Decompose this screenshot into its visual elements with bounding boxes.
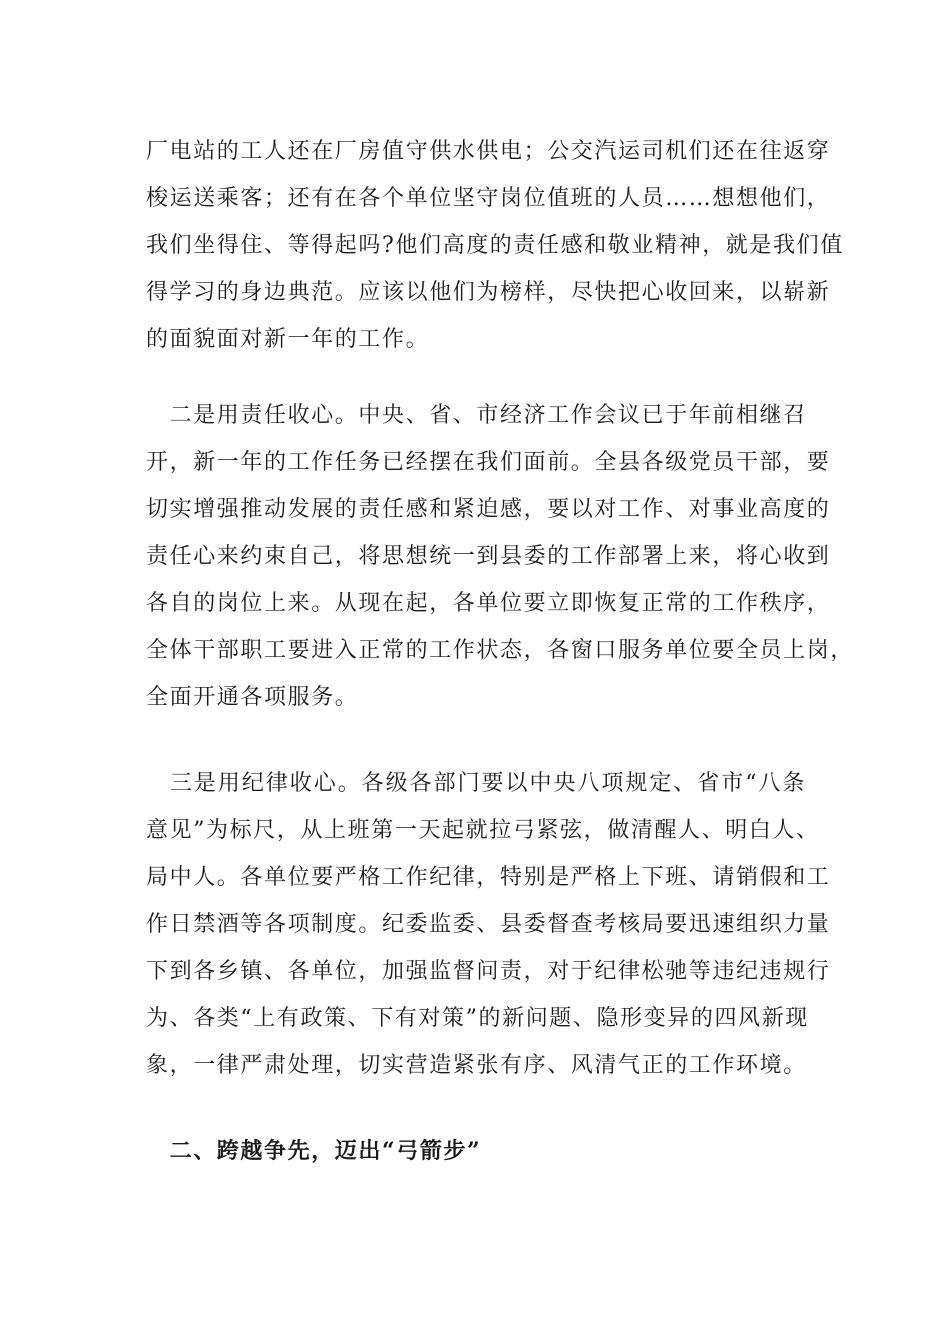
paragraph-1 [146, 128, 844, 363]
text-line: 为、各类“上有政策、下有对策”的新问题、隐形变异的四风新现 [146, 1006, 809, 1031]
text-line: 各自的岗位上来。从现在起，各单位要立即恢复正常的工作秩序， [146, 591, 831, 616]
text-line: 我们坐得住、等得起吗?他们高度的责任感和敬业精神，就是我们值 [146, 233, 844, 258]
text-line: 二是用责任收心。中央、省、市经济工作会议已于年前相继召 [146, 403, 807, 428]
section-heading [146, 1128, 806, 1175]
paragraph-3 [146, 760, 831, 1089]
text-line: 三是用纪律收心。各级各部门要以中央八项规定、省市“八条 [146, 771, 806, 796]
text-line: 责任心来约束自己，将思想统一到县委的工作部署上来，将心收到 [146, 544, 831, 569]
text-line: 切实增强推动发展的责任感和紧迫感，要以对工作、对事业高度的 [146, 497, 831, 522]
heading-text: 二、跨越争先，迈出“弓箭步” [146, 1138, 482, 1164]
text-line: 象，一律严肃处理，切实营造紧张有序、风清气正的工作环境。 [146, 1053, 807, 1078]
text-line: 厂电站的工人还在厂房值守供水供电；公交汽运司机们还在往返穿 [146, 139, 831, 164]
text-line: 开，新一年的工作任务已经摆在我们面前。全县各级党员干部，要 [146, 450, 831, 475]
text-line: 的面貌面对新一年的工作。 [146, 327, 430, 352]
text-line: 下到各乡镇、各单位，加强监督问责，对于纪律松驰等违纪违规行 [146, 959, 831, 984]
text-line: 梭运送乘客；还有在各个单位坚守岗位值班的人员……想想他们， [146, 186, 831, 211]
text-line: 作日禁酒等各项制度。纪委监委、县委督查考核局要迅速组织力量 [146, 912, 831, 937]
text-line: 局中人。各单位要严格工作纪律，特别是严格上下班、请销假和工 [146, 865, 831, 890]
paragraph-2 [146, 392, 855, 721]
text-line: 全面开通各项服务。 [146, 685, 359, 710]
text-line: 得学习的身边典范。应该以他们为榜样，尽快把心收回来，以崭新 [146, 280, 831, 305]
text-line: 意见”为标尺，从上班第一天起就拉弓紧弦，做清醒人、明白人、 [146, 818, 820, 843]
text-line: 全体干部职工要进入正常的工作状态，各窗口服务单位要全员上岗， [146, 638, 855, 663]
